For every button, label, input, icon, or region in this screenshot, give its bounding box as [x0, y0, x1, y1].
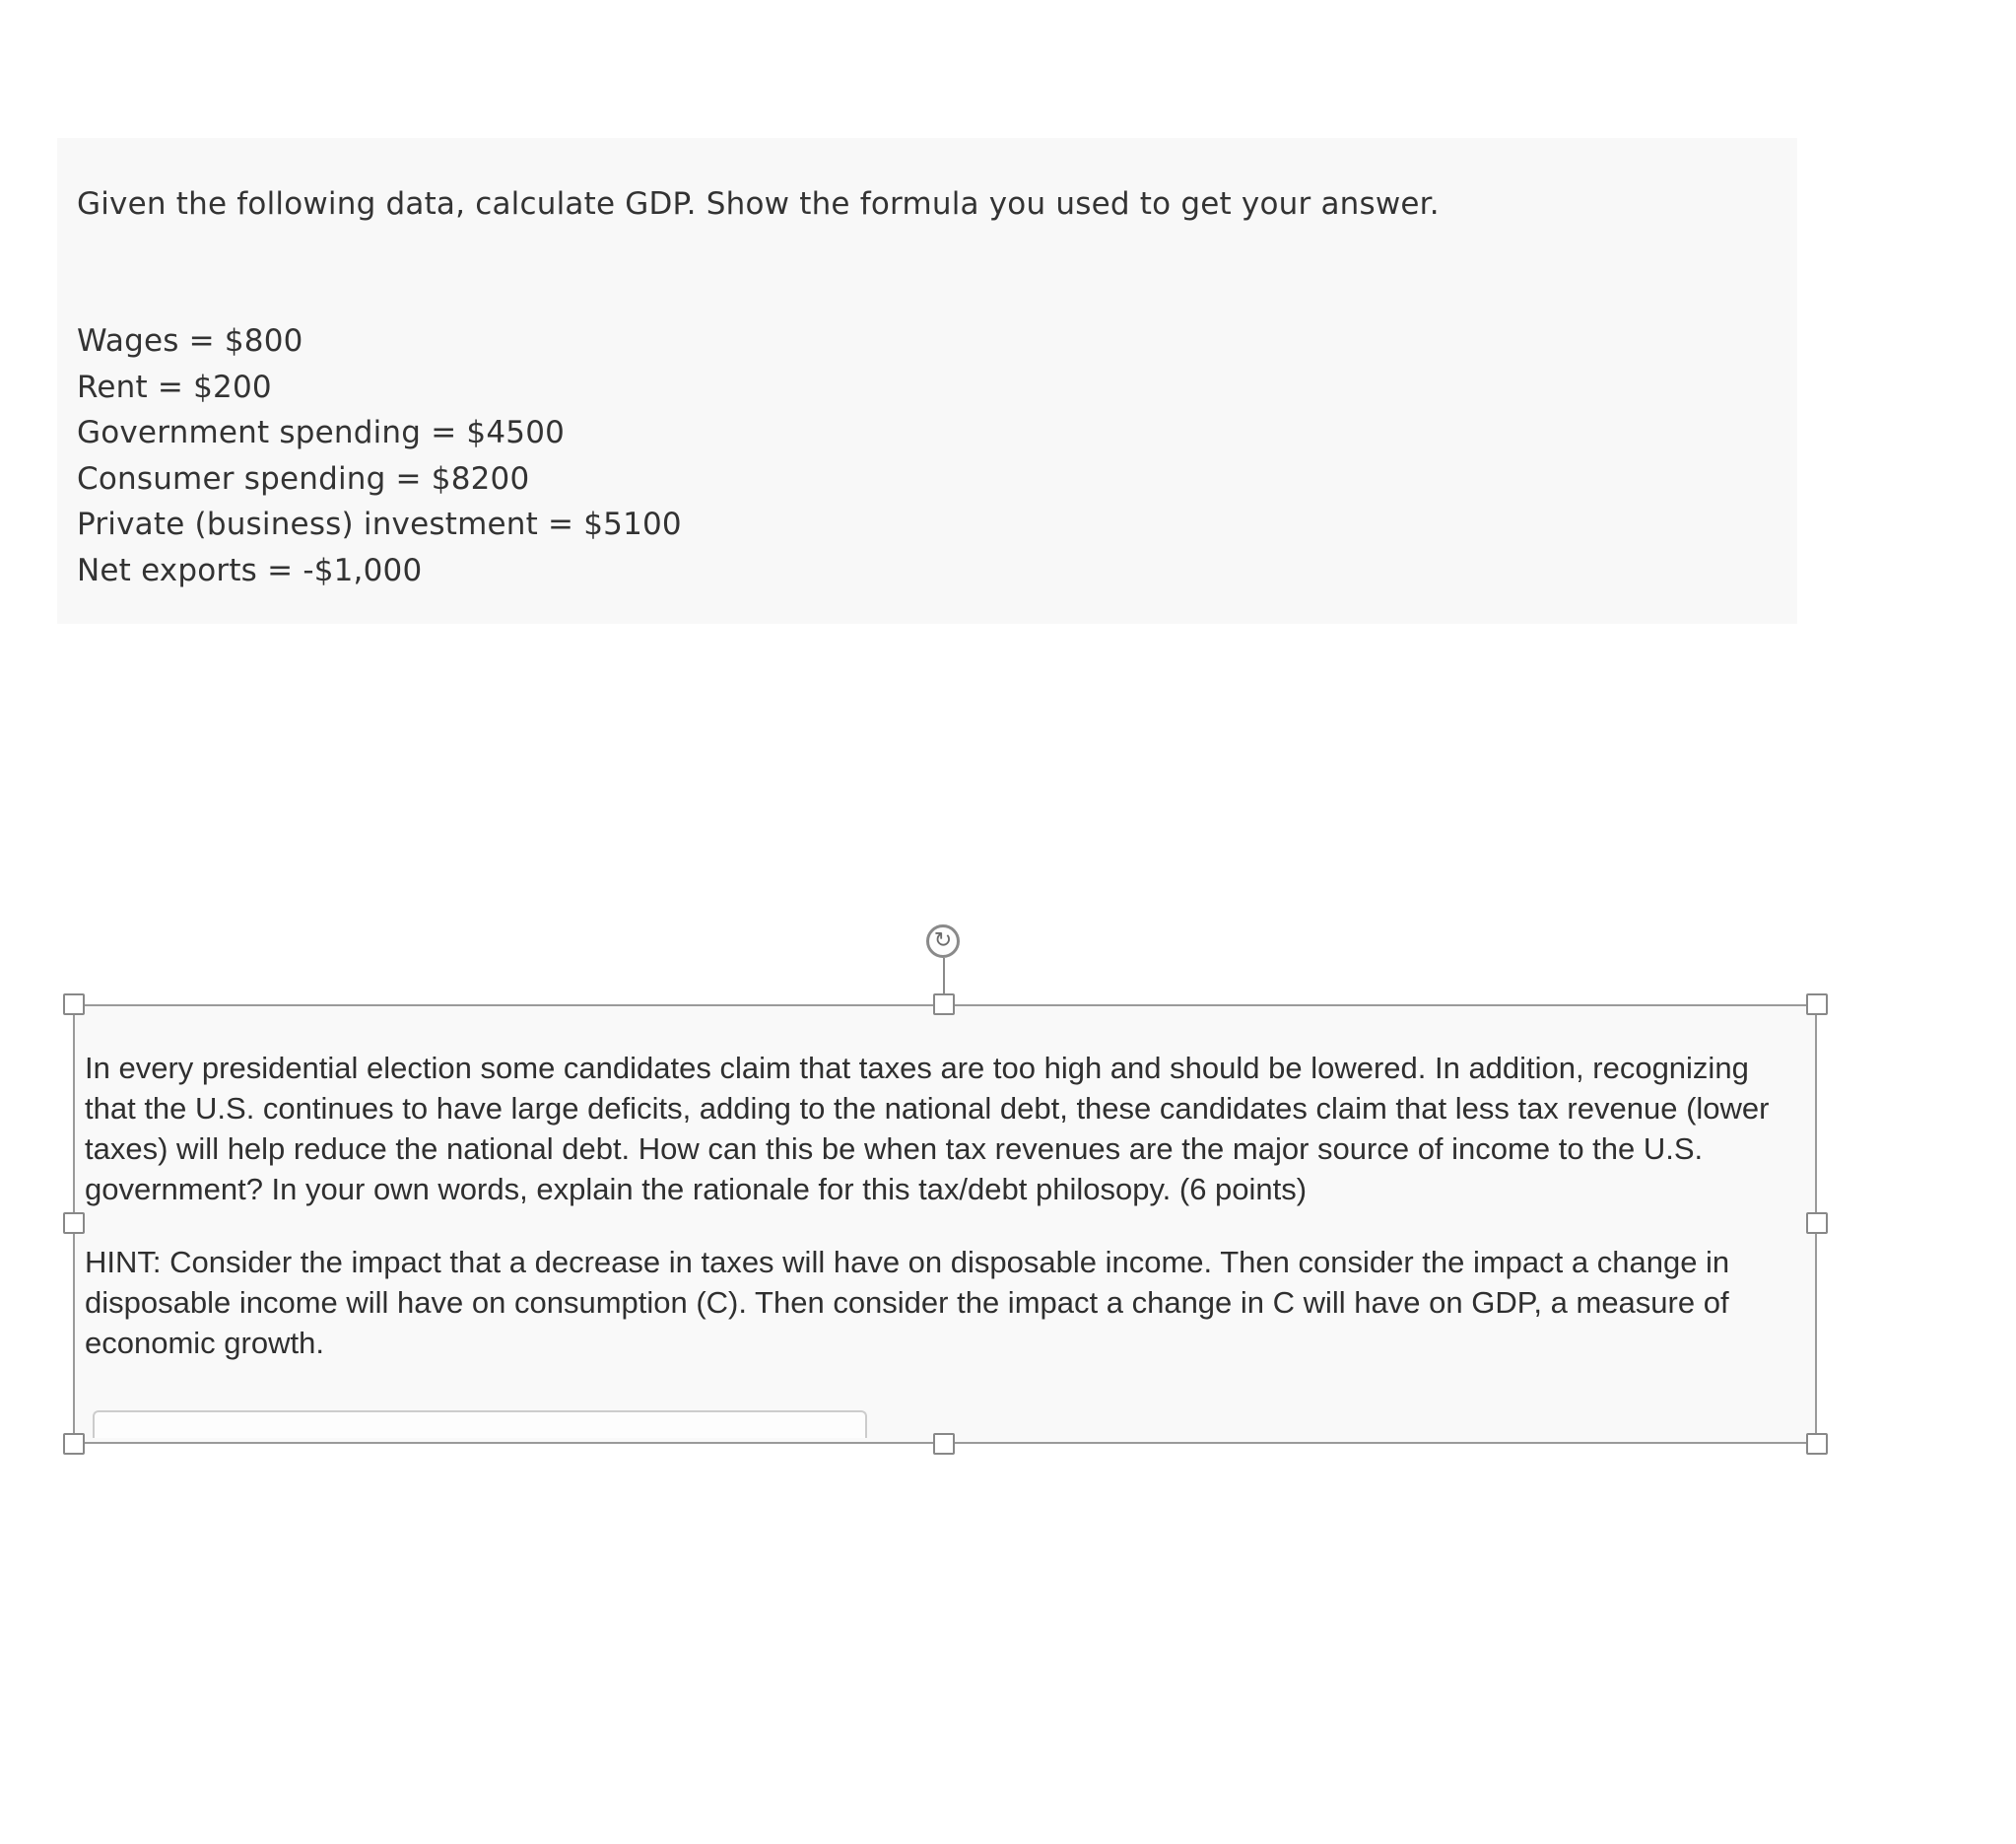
question-1-panel — [57, 138, 1797, 624]
resize-handle-top-middle[interactable] — [933, 993, 955, 1015]
question-2-hint: HINT: Consider the impact that a decrease in taxes will have on disposable income. Then consider the impact a change in disposable income will have on consumption (C). Then consider the impact a change in C will have on GDP, a measure of economic growth. — [85, 1245, 1730, 1360]
data-line-wages: Wages = $800 — [77, 323, 303, 359]
gdp-data-list — [77, 318, 1778, 593]
resize-handle-top-left[interactable] — [63, 993, 85, 1015]
data-line-rent: Rent = $200 — [77, 369, 272, 405]
data-line-private-investment: Private (business) investment = $5100 — [77, 507, 682, 542]
question-2-prompt: In every presidential election some candidates claim that taxes are too high and should be lowered. In addition, recognizing that the U.S. continues to have large deficits, adding to the national debt, these candidates claim that less tax revenue (lower taxes) will help reduce the national debt. How can this be when tax revenues are the major source of income to the U.S. government? In your own words, explain the rationale for this tax/debt philosopy. (6 points) — [85, 1051, 1770, 1206]
resize-handle-top-right[interactable] — [1806, 993, 1828, 1015]
question-1-prompt: Given the following data, calculate GDP. Show the formula you used to get your answer. — [77, 186, 1440, 222]
data-line-government-spending: Government spending = $4500 — [77, 415, 566, 450]
data-line-net-exports: Net exports = -$1,000 — [77, 552, 423, 588]
resize-handle-middle-left[interactable] — [63, 1212, 85, 1234]
question-2-textbox[interactable] — [73, 1004, 1817, 1444]
answer-input[interactable] — [93, 1410, 867, 1438]
resize-handle-middle-right[interactable] — [1806, 1212, 1828, 1234]
resize-handle-bottom-right[interactable] — [1806, 1433, 1828, 1455]
data-line-consumer-spending: Consumer spending = $8200 — [77, 460, 530, 497]
resize-handle-bottom-middle[interactable] — [933, 1433, 955, 1455]
rotate-icon[interactable]: ↻ — [926, 924, 960, 958]
resize-handle-bottom-left[interactable] — [63, 1433, 85, 1455]
